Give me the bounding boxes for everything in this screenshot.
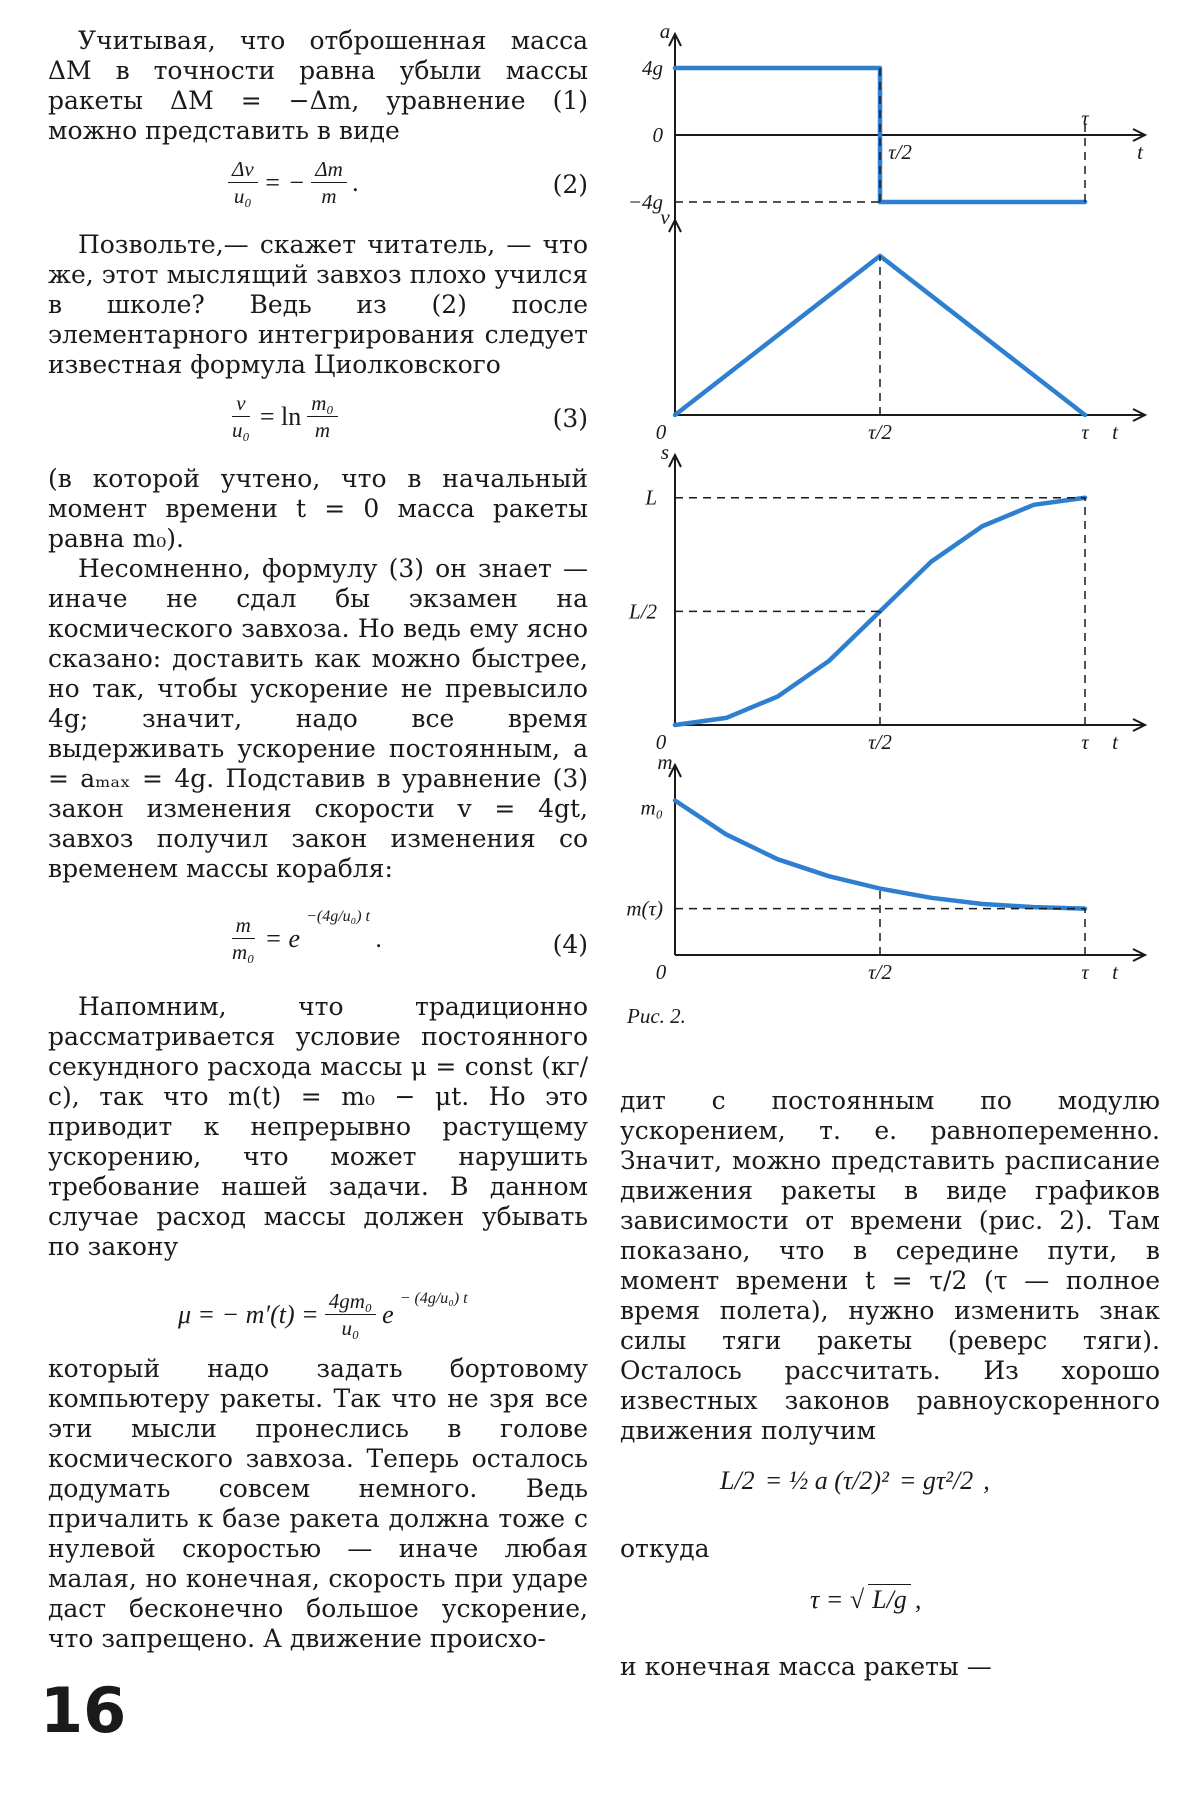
equation-6: τ = √ L/g , xyxy=(810,1584,922,1614)
eq2-lhs: $\frac{\Delta v}{\text{u₀}}$ xyxy=(228,156,258,209)
chart4-ylabel: m xyxy=(657,750,673,774)
figure-2 xyxy=(620,20,1180,1060)
paragraph-4: Несомненно, формулу (3) он знает — иначе не сдал бы экзамен на космического завхоза. Но ведь ему ясно сказано: доставить как можно быстрее, но так, чтобы ускорение не превысило 4g; значит, надо все время выдерживать ускорение постоянным, a = aₘₐₓ = 4g. Подставив в уравнение (3) закон изменения скорости v = 4gt, завхоз получил закон изменения со временем массы корабля: xyxy=(48,554,588,883)
paragraph-r3: и конечная масса ракеты — xyxy=(620,1652,992,1681)
paragraph-2: Позвольте,— скажет читатель, — что же, этот мыслящий завхоз плохо учился в школе? Ведь из (2) после элементарного интегрирования следует известная формула Циолковского xyxy=(48,230,588,379)
chart3-ytick-L: L xyxy=(645,485,657,510)
chart4-ytick-m0: m₀ xyxy=(640,795,663,820)
right-column xyxy=(620,1086,1160,1682)
paragraph-5: Напомним, что традиционно рассматривается условие постоянного секундного расхода массы μ = const (кг/с), так что m(t) = m₀ − μt. Но это приводит к непрерывно растущему ускорению, что может нарушить требование нашей задачи. В данном случае расход массы должен убывать по закону xyxy=(48,992,588,1261)
chart4-xtick-half: τ/2 xyxy=(868,960,892,984)
chart1-xtick-tau: τ xyxy=(1081,106,1089,130)
equation-mu: μ = − m′(t) = $\frac{\text{4gm₀}}{\text{u₀}}$ e $^{- (4g/u_0) t}$ xyxy=(178,1289,468,1340)
paragraph-r2: откуда xyxy=(620,1534,710,1563)
chart1-ytick-0: 0 xyxy=(652,123,663,147)
equation-number: (2) xyxy=(552,170,588,199)
chart3-xtick-half: τ/2 xyxy=(868,730,892,754)
eq2-rhs: $\frac{\Delta m}{m}$ xyxy=(311,156,347,209)
chart3-ytick-L2: L/2 xyxy=(628,599,657,624)
equation-4: $\frac{m}{\text{m₀}}$ = e $^{-(4g/u_0) t}$ . (4) xyxy=(232,907,588,964)
chart1-ytick-4g: 4g xyxy=(642,56,663,80)
chart3-xlabel: t xyxy=(1112,730,1118,754)
chart2-xtick-half: τ/2 xyxy=(868,420,892,444)
equation-5: L/2 = ½ a (τ/2)² = gτ²/2 , xyxy=(720,1466,990,1495)
left-column xyxy=(48,26,588,1654)
chart2-xtick-tau: τ xyxy=(1081,420,1089,444)
chart1-xtick-half: τ/2 xyxy=(888,140,912,164)
chart3-xtick-0: 0 xyxy=(655,730,667,754)
paragraph-r1: дит с постоянным по модулю ускорением, т. е. равнопеременно. Значит, можно представить расписание движения ракеты в виде графиков зависимости от времени (рис. 2). Там показано, что в середине пути, в момент времени t = τ/2 (τ — полное время полета), нужно изменить знак силы тяги ракеты (реверс тяги). Осталось рассчитать. Из хорошо известных законов равноускоренного движения получим xyxy=(620,1086,1160,1445)
equation-number: (3) xyxy=(552,404,588,433)
figure-caption: Рис. 2. xyxy=(627,1004,686,1028)
chart4-ytick-mtau: m(τ) xyxy=(626,896,663,921)
chart3-ylabel: s xyxy=(660,440,670,464)
chart1-xlabel: t xyxy=(1137,140,1143,164)
chart2-xtick-0: 0 xyxy=(655,420,667,444)
chart4-xtick-tau: τ xyxy=(1081,960,1089,984)
equation-3: $\frac{v}{\text{u₀}}$ = ln $\frac{\text{m₀}}{m}$ (3) xyxy=(232,391,588,442)
chart2-series-line xyxy=(675,256,1085,415)
paragraph-6: который надо задать бортовому компьютеру ракеты. Так что не зря все эти мысли пронеслись в голове космического завхоза. Теперь осталось додумать совсем немного. Ведь причалить к базе ракета должна тоже с нулевой скоростью — иначе любая малая, но конечная, скорость при ударе даст бесконечно большое ускорение, что запрещено. А движение происхо- xyxy=(48,1354,588,1653)
chart1-ytick-neg4g: −4g xyxy=(627,190,663,214)
paragraph-1: Учитывая, что отброшенная масса ΔM в точности равна убыли массы ракеты ΔM = −Δm, уравнение (1) можно представить в виде xyxy=(48,26,588,145)
equation-number: (4) xyxy=(552,930,588,959)
equation-2: $\frac{\Delta v}{\text{u₀}}$ = − $\frac{\Delta m}{m}$ . (2) xyxy=(48,152,588,224)
chart2-ylabel: v xyxy=(660,205,670,229)
chart3-xtick-tau: τ xyxy=(1081,730,1089,754)
chart2-xlabel: t xyxy=(1112,420,1118,444)
paragraph-3: (в которой учтено, что в начальный момент времени t = 0 масса ракеты равна m₀). xyxy=(48,464,588,553)
page-number: 16 xyxy=(40,1674,127,1747)
chart1-ylabel: a xyxy=(659,19,671,43)
figure-2-graphs xyxy=(620,20,1180,1020)
chart4-xlabel: t xyxy=(1112,960,1118,984)
chart4-xtick-0: 0 xyxy=(655,960,667,984)
